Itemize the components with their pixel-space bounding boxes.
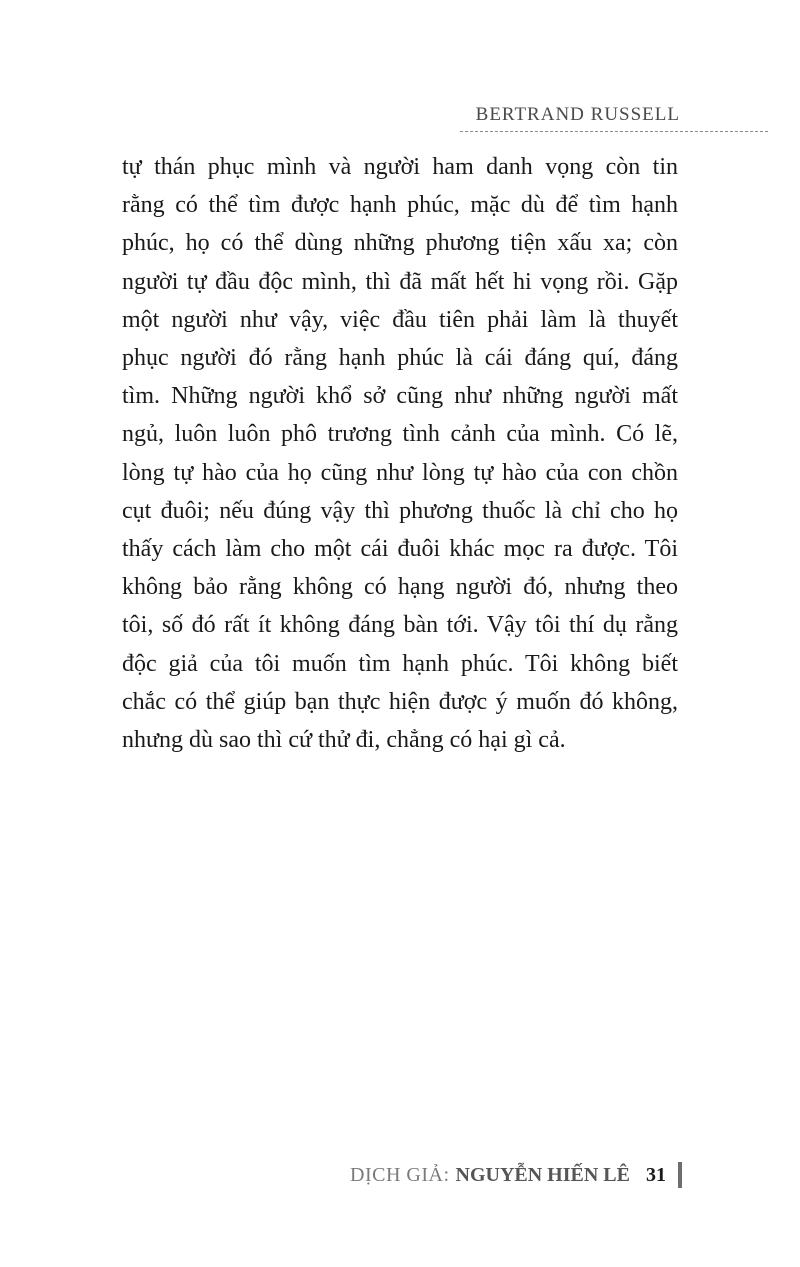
page-marker-bar: [678, 1162, 682, 1188]
running-header-title: BERTRAND RUSSELL: [475, 104, 680, 125]
body-line: tìm. Những người khổ sở cũng như những người mất: [122, 383, 678, 410]
body-line: phục người đó rằng hạnh phúc là cái đáng quí, đáng: [122, 345, 678, 372]
translator-prefix: DỊCH GIẢ:: [350, 1163, 450, 1186]
body-line: phúc, họ có thể dùng những phương tiện xấu xa; còn: [122, 230, 678, 257]
body-text: [122, 148, 678, 759]
body-line: thấy cách làm cho một cái đuôi khác mọc ra được. Tôi: [122, 536, 678, 563]
body-line: một người như vậy, việc đầu tiên phải làm là thuyết: [122, 306, 678, 333]
body-line: chắc có thể giúp bạn thực hiện được ý muốn đó không,: [122, 688, 678, 715]
body-line: nhưng dù sao thì cứ thử đi, chẳng có hại gì cả.: [122, 727, 566, 754]
body-line: người tự đầu độc mình, thì đã mất hết hi vọng rồi. Gặp: [122, 268, 678, 295]
body-line: cụt đuôi; nếu đúng vậy thì phương thuốc là chỉ cho họ: [122, 497, 678, 524]
body-line: ngủ, luôn luôn phô trương tình cảnh của mình. Có lẽ,: [122, 421, 678, 448]
body-line: rằng có thể tìm được hạnh phúc, mặc dù để tìm hạnh: [122, 192, 678, 219]
header-dashed-rule: [460, 131, 768, 132]
page-footer: [350, 1162, 682, 1188]
body-line: độc giả của tôi muốn tìm hạnh phúc. Tôi không biết: [122, 650, 678, 677]
body-line: tôi, số đó rất ít không đáng bàn tới. Vậy tôi thí dụ rằng: [122, 612, 678, 639]
body-line: không bảo rằng không có hạng người đó, nhưng theo: [122, 574, 678, 601]
translator-name: NGUYỄN HIẾN LÊ: [455, 1163, 630, 1186]
body-line: lòng tự hào của họ cũng như lòng tự hào của con chồn: [122, 459, 678, 486]
page-number: 31: [646, 1163, 666, 1186]
body-line: tự thán phục mình và người ham danh vọng còn tin: [122, 154, 678, 180]
